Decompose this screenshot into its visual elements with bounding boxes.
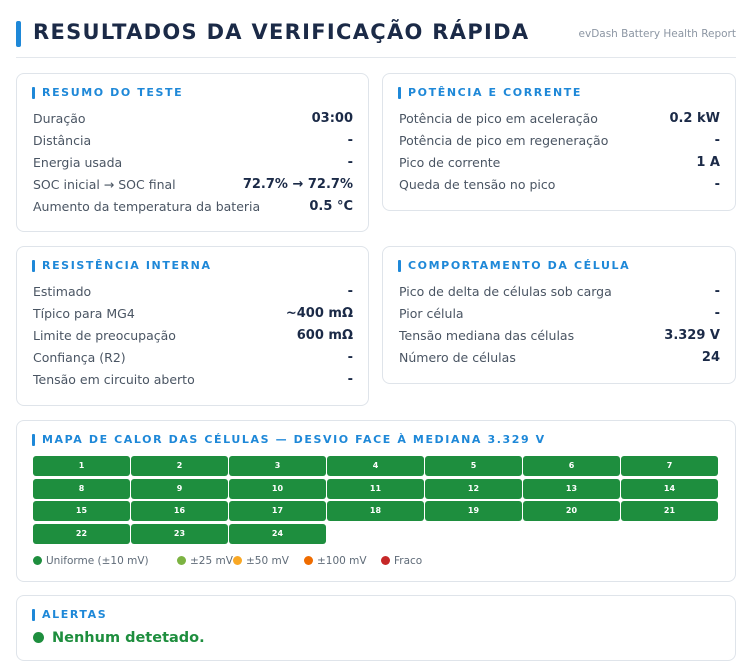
resistance-row-label: Limite de preocupação — [33, 328, 176, 343]
heatmap-cell: 23 — [131, 524, 228, 544]
summary-row-energy — [33, 154, 353, 172]
resistance-row-value: - — [347, 284, 353, 299]
summary-row-label: Distância — [33, 133, 92, 148]
resistance-row-typical — [33, 305, 353, 323]
legend-label: ±100 mV — [317, 555, 367, 567]
summary-row-label: Aumento da temperatura da bateria — [33, 199, 261, 214]
cell-row-delta — [399, 283, 720, 301]
summary-row-temperature — [33, 198, 353, 216]
heatmap-card — [16, 420, 736, 582]
cell-row-label: Pior célula — [399, 306, 464, 321]
heatmap-cell: 7 — [621, 456, 718, 476]
summary-row-value: - — [347, 155, 353, 170]
app-name: evDash Battery Health Report — [578, 28, 736, 40]
cell-row-label: Tensão mediana das células — [399, 328, 575, 343]
heatmap-cell: 12 — [425, 479, 522, 499]
resistance-row-label: Típico para MG4 — [33, 306, 135, 321]
power-row-accel — [399, 110, 720, 128]
alerts-card-title: ALERTAS — [32, 609, 107, 621]
legend-dot-icon — [33, 556, 42, 565]
cell-row-value: - — [714, 284, 720, 299]
power-row-regen — [399, 132, 720, 150]
resistance-row-value: ~400 mΩ — [285, 306, 353, 321]
power-card — [382, 73, 736, 211]
power-row-voltage-drop — [399, 176, 720, 194]
heatmap-cell: 10 — [229, 479, 326, 499]
resistance-row-ocv — [33, 371, 353, 389]
power-card-title: POTÊNCIA E CORRENTE — [398, 87, 582, 99]
heatmap-cell: 13 — [523, 479, 620, 499]
resistance-row-label: Estimado — [33, 284, 92, 299]
heatmap-cell: 11 — [327, 479, 424, 499]
heatmap-cell: 17 — [229, 501, 326, 521]
resistance-row-estimated — [33, 283, 353, 301]
cell-row-label: Pico de delta de células sob carga — [399, 284, 612, 299]
summary-row-soc — [33, 176, 353, 194]
cell-row-worst — [399, 305, 720, 323]
cell-row-count — [399, 349, 720, 367]
heatmap-cell: 15 — [33, 501, 130, 521]
heatmap-card-title: MAPA DE CALOR DAS CÉLULAS — DESVIO FACE À MEDIANA 3.329 V — [32, 434, 546, 446]
heatmap-cell: 5 — [425, 456, 522, 476]
status-dot-icon — [33, 632, 44, 643]
summary-row-value: 03:00 — [311, 111, 353, 126]
power-row-value: 0.2 kW — [669, 111, 720, 126]
summary-card — [16, 73, 369, 232]
header-accent-bar — [16, 21, 21, 47]
power-row-value: 1 A — [696, 155, 720, 170]
report-header — [16, 18, 736, 58]
cell-row-value: - — [714, 306, 720, 321]
cell-behavior-card — [382, 246, 736, 384]
alerts-card — [16, 595, 736, 661]
legend-dot-icon — [304, 556, 313, 565]
heatmap-cell: 19 — [425, 501, 522, 521]
legend-label: ±50 mV — [246, 555, 289, 567]
summary-row-label: SOC inicial → SOC final — [33, 177, 176, 192]
power-row-current — [399, 154, 720, 172]
resistance-row-label: Confiança (R2) — [33, 350, 126, 365]
summary-row-distance — [33, 132, 353, 150]
cell-row-value: 24 — [701, 350, 720, 365]
cell-row-median — [399, 327, 720, 345]
heatmap-cell: 8 — [33, 479, 130, 499]
legend-label: ±25 mV — [190, 555, 233, 567]
heatmap-cell: 16 — [131, 501, 228, 521]
power-row-label: Potência de pico em regeneração — [399, 133, 609, 148]
heatmap-cell: 18 — [327, 501, 424, 521]
resistance-row-value: 600 mΩ — [296, 328, 353, 343]
summary-row-value: 72.7% → 72.7% — [242, 177, 353, 192]
cell-row-value: 3.329 V — [664, 328, 720, 343]
resistance-row-value: - — [347, 350, 353, 365]
power-row-label: Queda de tensão no pico — [399, 177, 556, 192]
summary-row-label: Energia usada — [33, 155, 123, 170]
summary-row-label: Duração — [33, 111, 86, 126]
heatmap-cell: 24 — [229, 524, 326, 544]
resistance-row-confidence — [33, 349, 353, 367]
summary-card-title: RESUMO DO TESTE — [32, 87, 183, 99]
legend-dot-icon — [233, 556, 242, 565]
summary-row-duration — [33, 110, 353, 128]
heatmap-cell: 22 — [33, 524, 130, 544]
heatmap-cell: 3 — [229, 456, 326, 476]
power-row-value: - — [714, 133, 720, 148]
heatmap-cell: 2 — [131, 456, 228, 476]
power-row-label: Potência de pico em aceleração — [399, 111, 598, 126]
legend-dot-icon — [381, 556, 390, 565]
resistance-row-limit — [33, 327, 353, 345]
alert-message: Nenhum detetado. — [52, 630, 205, 646]
heatmap-cell: 1 — [33, 456, 130, 476]
cell-row-label: Número de células — [399, 350, 516, 365]
legend-label: Uniforme (±10 mV) — [46, 555, 149, 567]
power-row-label: Pico de corrente — [399, 155, 501, 170]
summary-row-value: - — [347, 133, 353, 148]
resistance-row-value: - — [347, 372, 353, 387]
resistance-card — [16, 246, 369, 406]
heatmap-cell: 9 — [131, 479, 228, 499]
summary-row-value: 0.5 °C — [309, 199, 353, 214]
legend-dot-icon — [177, 556, 186, 565]
heatmap-cell: 20 — [523, 501, 620, 521]
heatmap-cell: 21 — [621, 501, 718, 521]
heatmap-cell: 4 — [327, 456, 424, 476]
resistance-row-label: Tensão em circuito aberto — [33, 372, 195, 387]
power-row-value: - — [714, 177, 720, 192]
heatmap-cell: 6 — [523, 456, 620, 476]
resistance-card-title: RESISTÊNCIA INTERNA — [32, 260, 212, 272]
cell-behavior-card-title: COMPORTAMENTO DA CÉLULA — [398, 260, 630, 272]
heatmap-cell: 14 — [621, 479, 718, 499]
legend-label: Fraco — [394, 555, 423, 567]
page-title: RESULTADOS DA VERIFICAÇÃO RÁPIDA — [33, 20, 530, 44]
